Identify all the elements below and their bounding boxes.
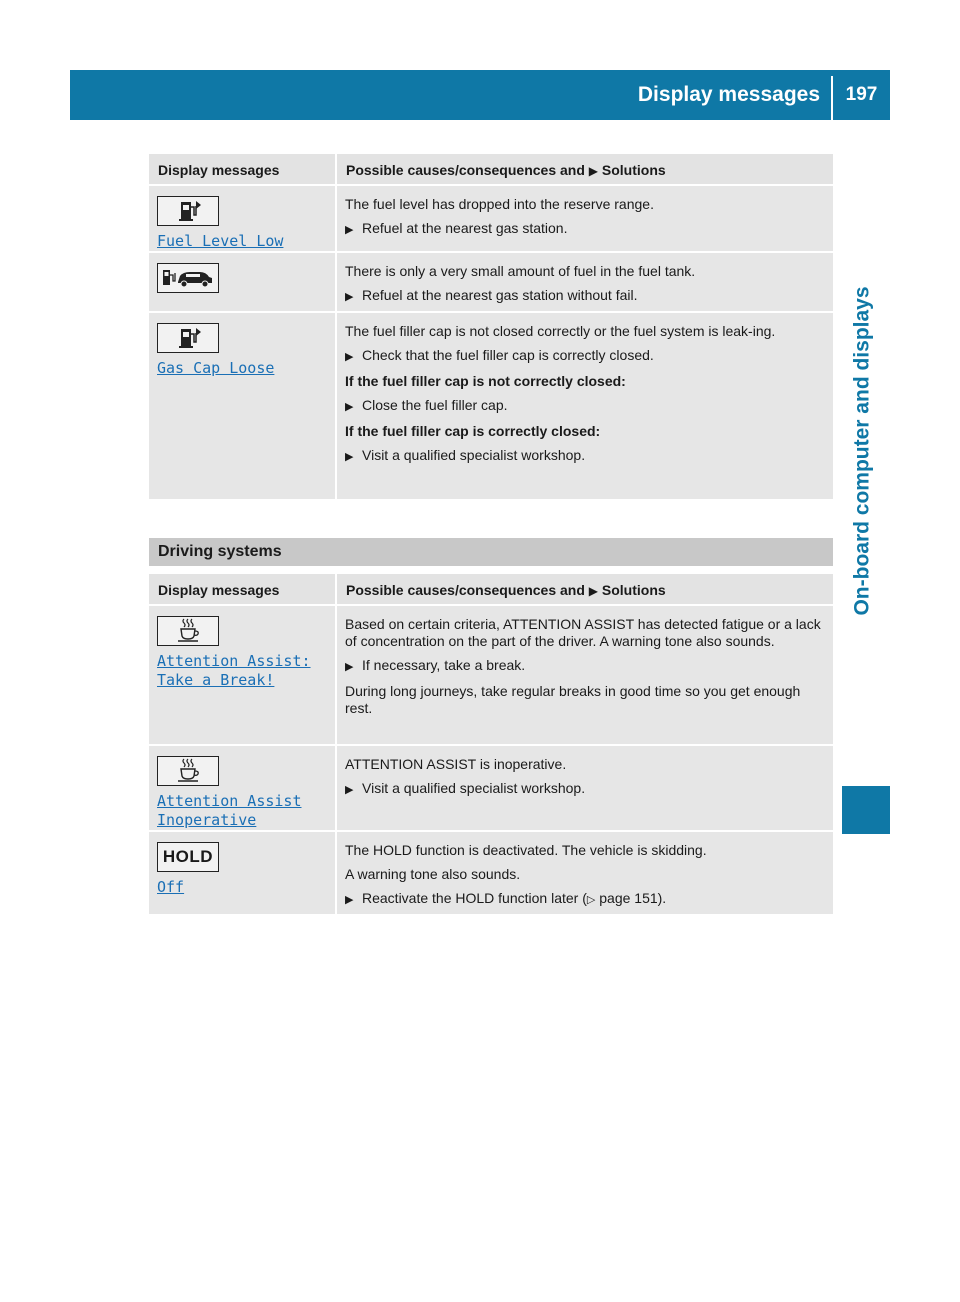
col-header-messages: Display messages — [149, 154, 337, 184]
message-cell — [149, 313, 337, 499]
solution-cell: There is only a very small amount of fuel in the fuel tank. ▶ Refuel at the nearest gas station without fail. — [337, 253, 833, 311]
solution-cell: The fuel level has dropped into the reserve range. ▶ Refuel at the nearest gas station. — [337, 186, 833, 251]
table-header — [149, 154, 833, 186]
arrow-right-icon: ▶ — [588, 584, 599, 598]
arrow-right-icon: ▶ — [345, 451, 354, 463]
col-header-causes: Possible causes/consequences and ▶ Solutions — [346, 162, 666, 178]
col-header-causes: Possible causes/consequences and ▶ Solutions — [346, 582, 666, 598]
table-row — [149, 746, 833, 832]
arrow-right-icon: ▶ — [345, 401, 354, 413]
coffee-cup-icon — [157, 756, 219, 786]
hold-icon: HOLD — [157, 842, 219, 872]
message-cell — [149, 832, 337, 914]
solution-cell: ATTENTION ASSIST is inoperative. ▶ Visit a qualified specialist workshop. — [337, 746, 833, 830]
table-row — [149, 313, 833, 501]
arrow-right-icon: ▶ — [345, 291, 354, 303]
message-cell — [149, 253, 337, 311]
display-message: Gas Cap Loose — [157, 359, 275, 377]
page-number: 197 — [845, 84, 878, 105]
display-message: Attention Assist Inoperative — [157, 792, 302, 829]
message-cell — [149, 186, 337, 251]
header-title: Display messages — [637, 83, 820, 106]
table-header — [149, 574, 833, 606]
fuel-car-icon — [157, 263, 219, 293]
message-cell — [149, 606, 337, 744]
table-row — [149, 253, 833, 313]
page-reference[interactable]: Reactivate the HOLD function later (▷ page 151). — [362, 890, 667, 906]
side-tab — [836, 126, 890, 776]
coffee-cup-icon — [157, 616, 219, 646]
arrow-right-icon: ▶ — [345, 894, 354, 906]
table-row — [149, 606, 833, 746]
fuel-pump-icon — [157, 323, 219, 353]
display-message: Off — [157, 878, 185, 896]
page-ref-arrow-icon: ▷ — [586, 894, 596, 906]
driving-systems-table — [149, 574, 833, 916]
col-header-messages: Display messages — [149, 574, 337, 604]
table-row — [149, 186, 833, 253]
solution-cell: The HOLD function is deactivated. The vehicle is skidding. A warning tone also sounds. ▶ Reactivate the HOLD function later (▷ page 151). — [337, 832, 833, 914]
header-bar — [70, 70, 890, 120]
arrow-right-icon: ▶ — [588, 164, 599, 178]
message-cell — [149, 746, 337, 830]
display-message: Fuel Level Low — [157, 232, 284, 250]
fuel-pump-icon — [157, 196, 219, 226]
fuel-messages-table — [149, 154, 833, 501]
arrow-right-icon: ▶ — [345, 224, 354, 236]
section-title: Driving systems — [149, 538, 833, 566]
arrow-right-icon: ▶ — [345, 661, 354, 673]
solution-cell: Based on certain criteria, ATTENTION ASSIST has detected fatigue or a lack of concentration on the part of the driver. A warning tone also sounds. ▶ If necessary, take a break. During long journeys, take regular breaks in good time so you get enough rest. — [345, 616, 821, 716]
arrow-right-icon: ▶ — [345, 351, 354, 363]
table-row — [149, 832, 833, 916]
solution-cell: The fuel filler cap is not closed correctly or the fuel system is leak-ing. ▶ Check that the fuel filler cap is correctly closed. If the fuel filler cap is not correctly closed: ▶ Close the fuel filler cap. If the fuel filler cap is correctly closed: ▶ Visit a qualified specialist workshop. — [337, 313, 833, 499]
side-tab-block — [842, 786, 890, 834]
side-tab-label: On-board computer and displays — [851, 286, 874, 616]
display-message: Attention Assist: Take a Break! — [157, 652, 311, 689]
arrow-right-icon: ▶ — [345, 784, 354, 796]
